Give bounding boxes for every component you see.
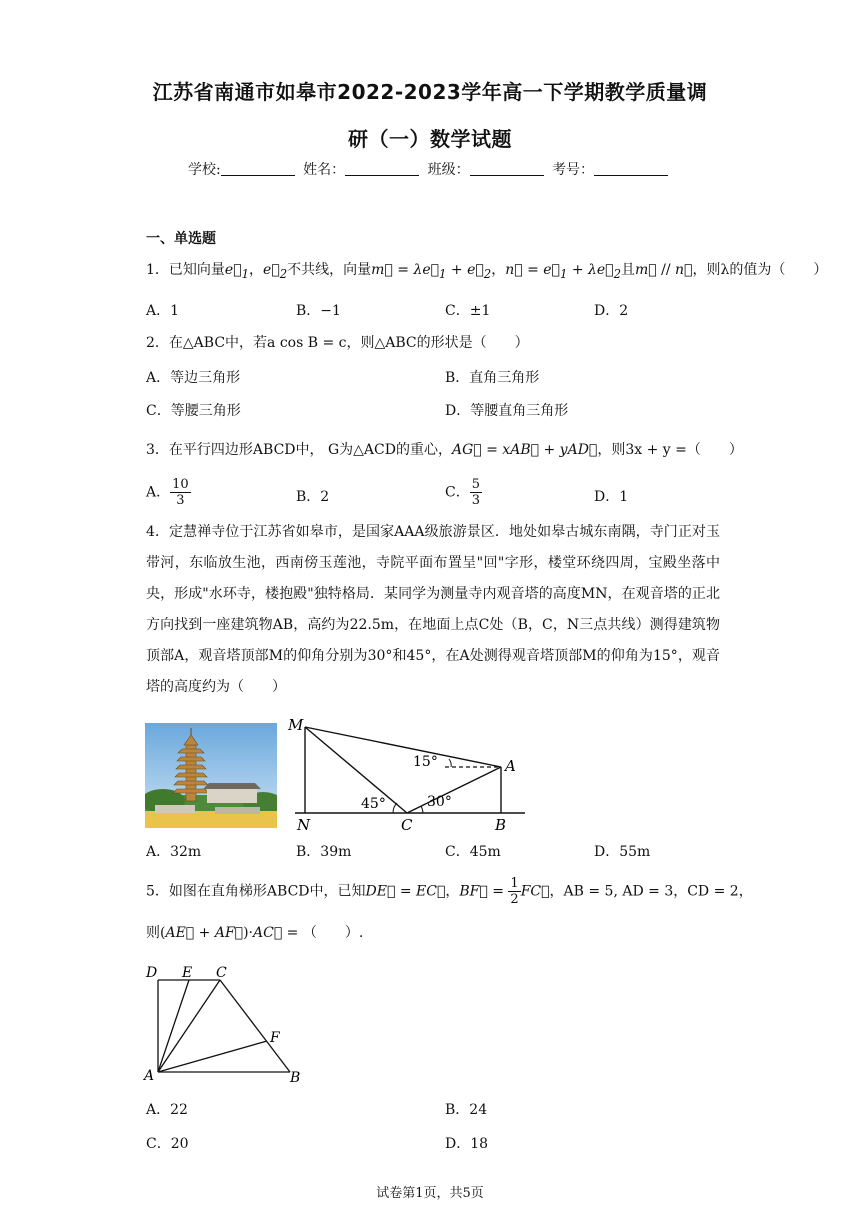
page-title-line2: 研（一）数学试题 <box>348 127 512 151</box>
q5-option-b[interactable]: B．24 <box>445 1102 488 1118</box>
angle-30: 30° <box>427 794 452 810</box>
question-4-stem: 4．定慧禅寺位于江苏省如皋市，是国家AAA级旅游景区．地处如皋古城东南隅，寺门正对玉带河，东临放生池，西南傍玉莲池，寺院平面布置呈"回"字形，楼堂环绕四周，宝殿坐落中央，形成"水环寺，楼抱殿"独特格局．某同学为测量寺内观音塔的高度MN，在观音塔的正北方向找到一座建筑物AB，高约为22.5m，在地面上点C处（B，C，N三点共线）测得建筑物顶部A，观音塔顶部M的仰角分别为30°和45°，在A处测得观音塔顶部M的仰角为15°，观音塔的高度约为（ ） <box>146 524 720 695</box>
q3-option-a-denominator: 3 <box>176 493 185 508</box>
angle-15: 15° <box>413 754 438 770</box>
question-5-stem-line2: 则(AE⃗ + AF⃗)·AC⃗ = （ ）. <box>146 925 364 941</box>
pagoda-photo <box>145 723 277 828</box>
q4-option-c[interactable]: C．45m <box>445 844 501 860</box>
label-D: D <box>146 965 158 981</box>
q5-text-e: （ ）. <box>302 925 364 941</box>
exam-number-blank <box>594 161 668 176</box>
q3-option-c[interactable] <box>445 477 482 508</box>
q5-text-c: ，AB = 5, AD = 3，CD = 2， <box>549 883 753 900</box>
label-B: B <box>495 816 507 834</box>
q4-option-a[interactable]: A．32m <box>146 844 202 860</box>
school-blank <box>221 161 295 176</box>
q5-text-a: 5．如图在直角梯形ABCD中，已知 <box>146 883 366 900</box>
q2-option-d[interactable]: D．等腰直角三角形 <box>445 403 569 419</box>
label-B: B <box>290 1070 301 1085</box>
q1-option-c[interactable]: C．±1 <box>445 303 491 319</box>
q5-option-c[interactable]: C．20 <box>146 1136 189 1152</box>
name-blank <box>345 161 419 176</box>
question-3-stem: 3．在平行四边形ABCD中， G为△ACD的重心，AG⃗ = xAB⃗ + yAD⃗，则3x + y =（ ） <box>146 442 743 458</box>
q3-option-a[interactable] <box>146 477 191 508</box>
label-C: C <box>216 965 227 981</box>
q2-option-b[interactable]: B．直角三角形 <box>445 370 540 386</box>
question-1-stem: 1．已知向量$e⃗_1$，$e⃗_2$不共线，向量m⃗ = $\lambda e⃗_1$ + $e⃗_2$，n⃗ = $e⃗_1$ + $\lambda e⃗_2$且m⃗ // n⃗，则λ的值为（ ） <box>146 262 828 281</box>
q4-option-d[interactable]: D．55m <box>594 844 651 860</box>
q3-option-d[interactable]: D．1 <box>594 489 629 505</box>
trapezoid-diagram <box>140 960 310 1085</box>
label-E: E <box>182 965 193 981</box>
label-F: F <box>270 1030 280 1046</box>
label-A: A <box>505 757 516 775</box>
q3-option-c-numerator: 5 <box>471 477 480 492</box>
label-A: A <box>144 1068 155 1084</box>
q4-option-b[interactable]: B．39m <box>296 844 352 860</box>
q2-option-a[interactable]: A．等边三角形 <box>146 370 241 386</box>
label-N: N <box>297 816 311 834</box>
q5-text-d: 则 <box>146 925 160 941</box>
page-title-line1: 江苏省南通市如皋市2022-2023学年高一下学期教学质量调 <box>152 80 708 104</box>
student-info-line <box>0 159 860 179</box>
question-5-stem-line1: 5．如图在直角梯形ABCD中，已知DE⃗ = EC⃗，BF⃗ = $\frac{1}{2}$ FC⃗，AB = 5, AD = 3，CD = 2， <box>146 876 753 907</box>
page-footer: 试卷第1页，共5页 <box>376 1186 484 1201</box>
q1-option-b[interactable]: B．−1 <box>296 303 341 319</box>
q1-text-a: 1．已知向量 <box>146 262 225 278</box>
exam-number-label: 考号： <box>552 162 595 178</box>
q3-option-a-numerator: 10 <box>172 477 189 492</box>
q1-text-d: ，则λ的值为（ ） <box>692 262 828 278</box>
q3-option-a-label: A． <box>146 484 171 501</box>
q5-option-d[interactable]: D．18 <box>445 1136 489 1152</box>
q3-text-b: ，则3x + y =（ ） <box>597 442 743 458</box>
q3-text-a: 3．在平行四边形ABCD中， G为△ACD的重心， <box>146 442 452 458</box>
label-C: C <box>401 816 413 834</box>
q1-option-a[interactable]: A．1 <box>146 303 180 319</box>
label-M: M <box>288 716 304 734</box>
q3-option-c-label: C． <box>445 484 470 501</box>
q3-option-c-denominator: 3 <box>471 493 480 508</box>
q2-option-c[interactable]: C．等腰三角形 <box>146 403 241 419</box>
q5-text-b: ， <box>445 883 460 900</box>
tower-height-diagram <box>285 715 530 835</box>
q1-text-b: 不共线，向量 <box>287 262 372 278</box>
q5-half-denominator: 2 <box>510 892 519 907</box>
question-2-stem: 2．在△ABC中，若a cos B = c，则△ABC的形状是（ ） <box>146 335 529 351</box>
q5-option-a[interactable]: A．22 <box>146 1102 188 1118</box>
angle-45: 45° <box>361 796 386 812</box>
class-blank <box>470 161 544 176</box>
q1-text-c: 且 <box>621 262 635 278</box>
school-label: 学校: <box>187 162 221 178</box>
class-label: 班级： <box>427 162 470 178</box>
q3-option-b[interactable]: B．2 <box>296 489 330 505</box>
name-label: 姓名： <box>303 162 346 178</box>
section-single-choice: 一、单选题 <box>146 231 216 247</box>
q1-option-d[interactable]: D．2 <box>594 303 629 319</box>
q5-half-numerator: 1 <box>510 876 519 891</box>
